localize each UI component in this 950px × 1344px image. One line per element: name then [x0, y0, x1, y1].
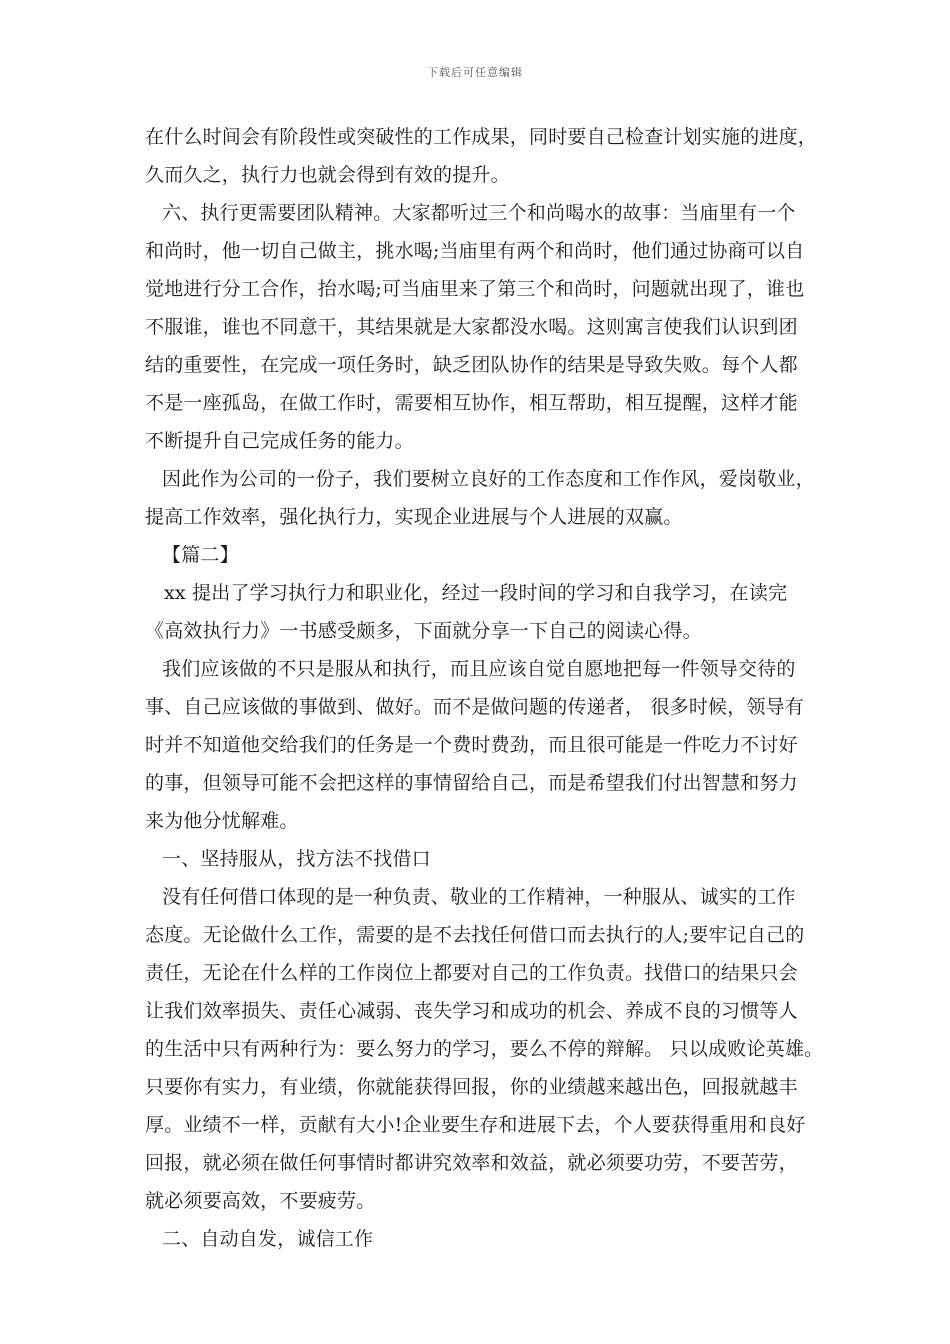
paragraph-line: 的事，但领导可能不会把这样的事情留给自己，而是希望我们付出智慧和努力	[145, 772, 798, 794]
paragraph-line: 不断提升自己完成任务的能力。	[145, 430, 414, 452]
subsection-heading: 二、自动自发，诚信工作	[162, 1228, 374, 1250]
paragraph-line: 只要你有实力，有业绩，你就能获得回报，你的业绩越来越出色，回报就越丰	[145, 1076, 798, 1098]
paragraph-line: 厚。业绩不一样，贡献有大小!企业要生存和进展下去，个人要获得重用和良好	[145, 1114, 806, 1136]
paragraph-line: 《高效执行力》一书感受颇多，下面就分享一下自己的阅读心得。	[145, 620, 702, 642]
paragraph-line: 态度。无论做什么工作，需要的是不去找任何借口而去执行的人;要牢记自己的	[145, 924, 805, 946]
section-heading: 【篇二】	[162, 544, 239, 566]
paragraph-line: 觉地进行分工合作，抬水喝;可当庙里来了第三个和尚时，问题就出现了，谁也	[145, 278, 805, 300]
paragraph-line: 不服谁，谁也不同意干，其结果就是大家都没水喝。这则寓言使我们认识到团	[145, 316, 798, 338]
paragraph-line: 时并不知道他交给我们的任务是一个费时费劲，而且很可能是一件吃力不讨好	[145, 734, 798, 756]
paragraph-line: 事、自己应该做的事做到、做好。而不是做问题的传递者， 很多时候，领导有	[145, 696, 805, 718]
paragraph-line: 提高工作效率，强化执行力，实现企业进展与个人进展的双赢。	[145, 506, 683, 528]
paragraph-line: 不是一座孤岛，在做工作时，需要相互协作，相互帮助，相互提醒，这样才能	[145, 392, 798, 414]
page-header: 下载后可任意编辑	[427, 66, 523, 79]
paragraph-line: xx 提出了学习执行力和职业化，经过一段时间的学习和自我学习，在读完	[164, 582, 788, 604]
paragraph-line: 让我们效率损失、责任心减弱、丧失学习和成功的机会、养成不良的习惯等人	[145, 1000, 798, 1022]
document-body	[145, 118, 825, 1258]
paragraph-line: 我们应该做的不只是服从和执行，而且应该自觉自愿地把每一件领导交待的	[162, 658, 796, 680]
paragraph-line: 结的重要性，在完成一项任务时，缺乏团队协作的结果是导致失败。每个人都	[145, 354, 798, 376]
paragraph-line: 回报，就必须在做任何事情时都讲究效率和效益，就必须要功劳，不要苦劳，	[145, 1152, 798, 1174]
paragraph-line: 没有任何借口体现的是一种负责、敬业的工作精神，一种服从、诚实的工作	[162, 886, 796, 908]
paragraph-line: 责任，无论在什么样的工作岗位上都要对自己的工作负责。找借口的结果只会	[145, 962, 798, 984]
paragraph-line: 因此作为公司的一份子，我们要树立良好的工作态度和工作作风，爱岗敬业，	[162, 468, 815, 490]
paragraph-line: 来为他分忧解难。	[145, 810, 299, 832]
paragraph-line: 就必须要高效，不要疲劳。	[145, 1190, 376, 1212]
subsection-heading: 一、坚持服从，找方法不找借口	[162, 848, 431, 870]
paragraph-line: 的生活中只有两种行为：要么努力的学习，要么不停的辩解。 只以成败论英雄。	[145, 1038, 824, 1060]
paragraph-line: 在什么时间会有阶段性或突破性的工作成果，同时要自己检查计划实施的进度，	[145, 126, 818, 148]
paragraph-line: 和尚时，他一切自己做主，挑水喝;当庙里有两个和尚时，他们通过协商可以自	[145, 240, 805, 262]
paragraph-line: 久而久之，执行力也就会得到有效的提升。	[145, 164, 510, 186]
paragraph-line: 六、执行更需要团队精神。大家都听过三个和尚喝水的故事：当庙里有一个	[162, 202, 796, 224]
